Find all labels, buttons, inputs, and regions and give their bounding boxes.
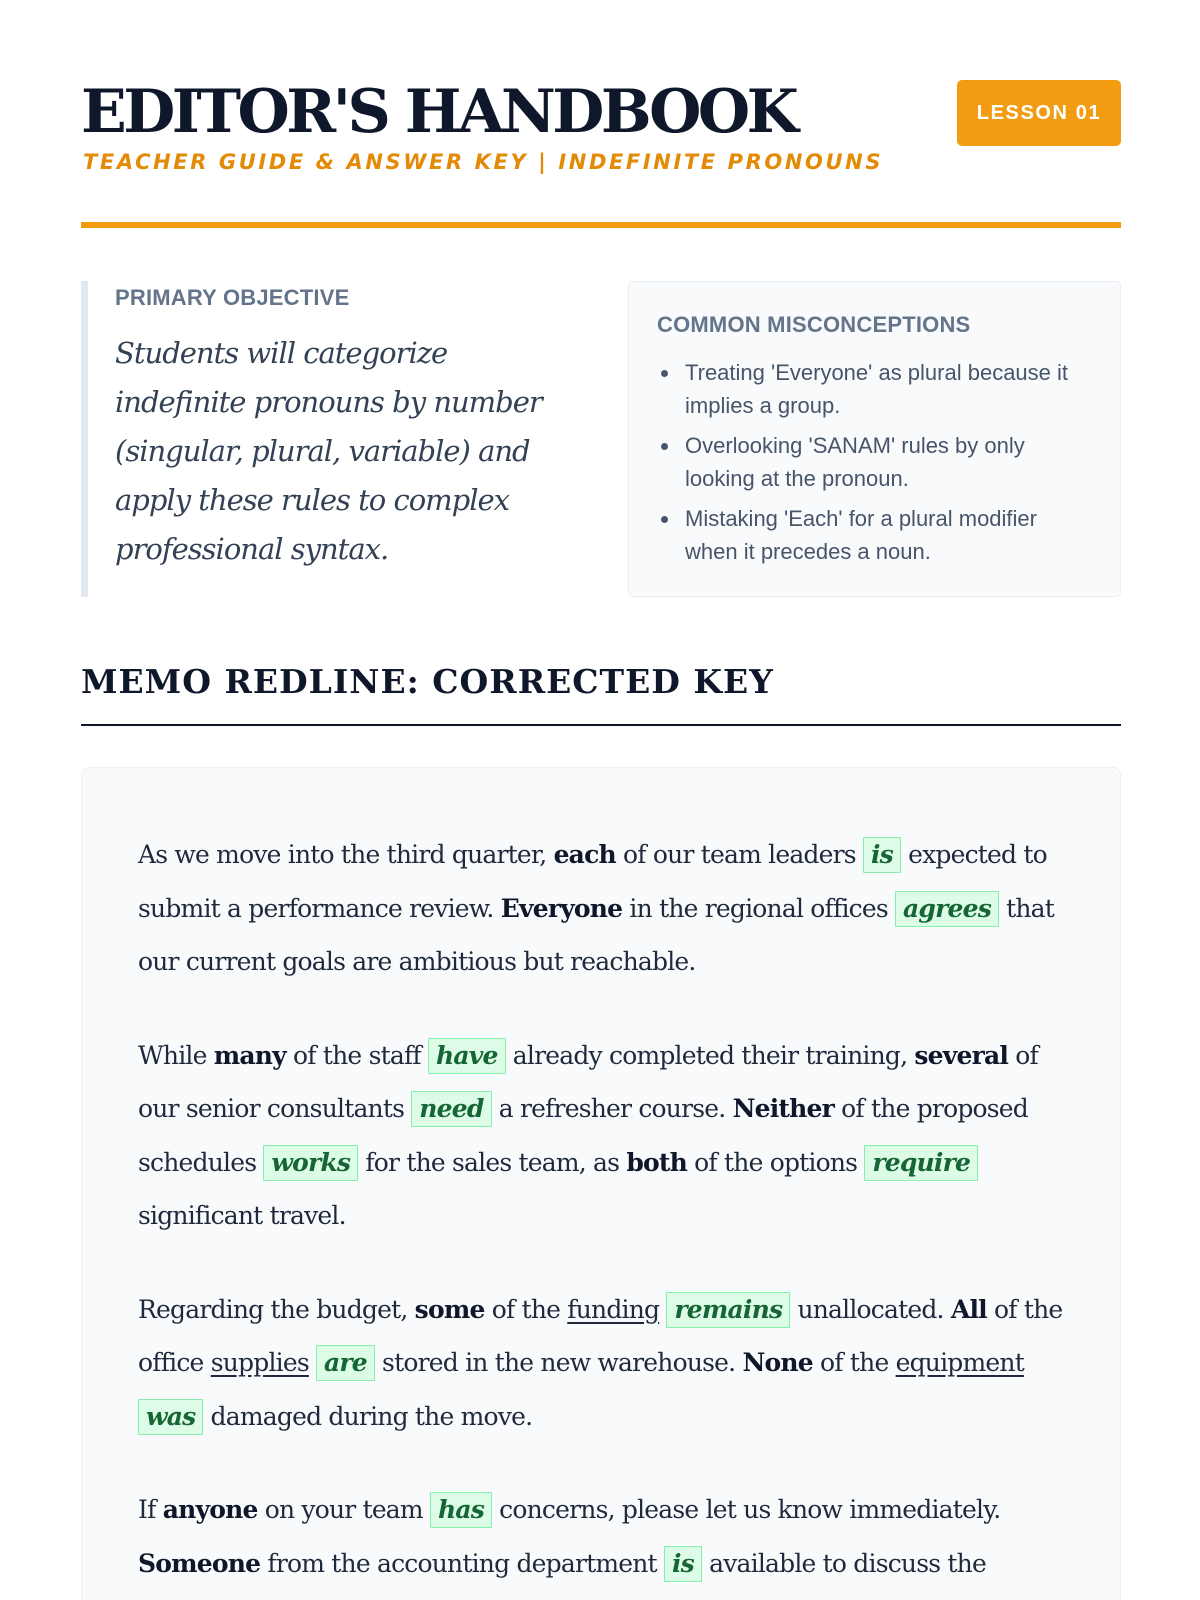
corrected-verb: need (411, 1091, 491, 1127)
pronoun: both (626, 1147, 688, 1177)
handbook-page (81, 0, 1121, 1578)
memo-paragraph-3 (138, 1283, 1064, 1444)
misconception-item: Overlooking 'SANAM' rules by only looking at the pronoun. (657, 429, 1092, 495)
header (81, 0, 1121, 228)
memo-text: significant travel. (138, 1201, 346, 1230)
corrected-verb: is (664, 1546, 702, 1582)
common-misconceptions (628, 281, 1121, 597)
memo-text: If (138, 1495, 163, 1524)
memo-paragraph-2 (138, 1029, 1064, 1243)
memo-text: available to discuss the (701, 1548, 986, 1578)
lesson-badge: LESSON 01 (957, 80, 1121, 146)
corrected-verb: is (863, 837, 901, 873)
corrected-verb: works (263, 1145, 358, 1181)
corrected-verb: are (316, 1345, 375, 1381)
misconception-item: Treating 'Everyone' as plural because it implies a group. (657, 356, 1092, 422)
memo-text: of our senior consultants (138, 1040, 1038, 1123)
memo-redline (81, 767, 1121, 1600)
memo-paragraph-4 (138, 1483, 1064, 1590)
memo-text: in the regional offices (622, 893, 896, 923)
memo-text: for the sales team, as (358, 1147, 627, 1177)
objective-text: Students will categorize indefinite pronouns by number (singular, plural, variable) and apply these rules to complex professional syntax. (115, 336, 542, 566)
memo-text: Regarding the budget, (138, 1294, 415, 1324)
memo-text: a refresher course. (491, 1094, 733, 1123)
memo-text: concerns, please let us know immediately. (492, 1495, 1001, 1524)
pronoun: several (914, 1040, 1009, 1070)
memo-text: of the (484, 1294, 568, 1324)
memo-text: damaged during the move. (203, 1401, 533, 1431)
memo-text: As we move into the third quarter, (138, 840, 554, 869)
corrected-verb: require (864, 1145, 978, 1181)
memo-text: of the (812, 1348, 896, 1377)
misconception-item: Mistaking 'Each' for a plural modifier when it precedes a noun. (657, 502, 1092, 568)
memo-text: While (138, 1040, 214, 1070)
memo-text: of the proposed schedules (138, 1094, 1029, 1177)
memo-text: of the options (687, 1147, 865, 1177)
memo-text: stored in the new warehouse. (374, 1348, 743, 1377)
memo-paragraph-1 (138, 828, 1064, 989)
page-subtitle: TEACHER GUIDE & ANSWER KEY | INDEFINITE PRONOUNS (83, 150, 884, 174)
memo-text: of the staff (285, 1040, 429, 1070)
corrected-verb: was (138, 1399, 203, 1435)
referent-noun: supplies (210, 1348, 309, 1377)
memo-text: that our current goals are ambitious but reachable. (138, 893, 1055, 976)
objective-label: PRIMARY OBJECTIVE (115, 285, 350, 310)
pronoun: All (950, 1294, 987, 1324)
corrected-verb: has (430, 1492, 492, 1528)
page-title: EDITOR'S HANDBOOK (81, 77, 796, 147)
memo-text: unallocated. (790, 1294, 951, 1324)
primary-objective (81, 281, 581, 597)
pronoun: Someone (138, 1548, 261, 1578)
memo-text: expected to submit a performance review. (138, 840, 1047, 923)
memo-text: on your team (257, 1495, 430, 1524)
memo-text: from the accounting department (260, 1548, 664, 1578)
corrected-verb: agrees (895, 891, 999, 927)
pronoun: many (213, 1040, 286, 1070)
pronoun: Neither (732, 1094, 835, 1123)
pronoun: Everyone (500, 893, 623, 923)
referent-noun: equipment (895, 1348, 1024, 1377)
misconceptions-list (657, 356, 1092, 568)
pronoun: None (742, 1348, 813, 1377)
section-title: MEMO REDLINE: CORRECTED KEY (81, 662, 1121, 726)
memo-text: of our team leaders (615, 840, 863, 869)
referent-noun: funding (567, 1294, 660, 1324)
misconceptions-label: COMMON MISCONCEPTIONS (657, 312, 971, 337)
pronoun: anyone (162, 1495, 258, 1524)
pronoun: each (553, 840, 616, 869)
corrected-verb: remains (666, 1292, 790, 1328)
memo-text: already completed their training, (505, 1040, 915, 1070)
corrected-verb: have (428, 1038, 506, 1074)
memo-text: of the office (138, 1294, 1063, 1377)
pronoun: some (414, 1294, 485, 1324)
